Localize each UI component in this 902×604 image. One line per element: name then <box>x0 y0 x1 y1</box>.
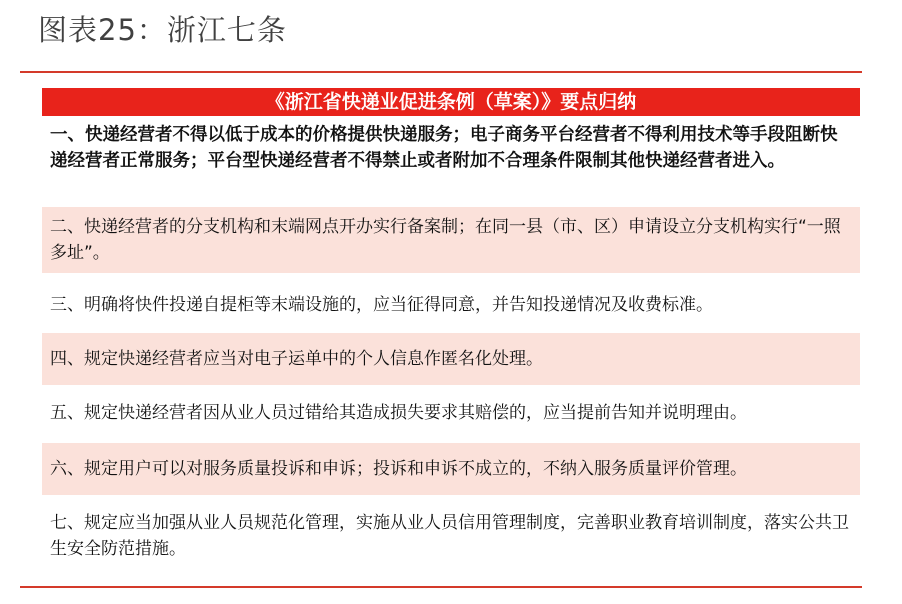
list-item-3: 三、明确将快件投递自提柜等末端设施的，应当征得同意，并告知投递情况及收费标准。 <box>50 295 713 315</box>
list-item-5: 五、规定快递经营者因从业人员过错给其造成损失要求其赔偿的，应当提前告知并说明理由。 <box>50 403 747 423</box>
list-item-1: 一、快递经营者不得以低于成本的价格提供快递服务；电子商务平台经营者不得利用技术等手段阻断快递经营者正常服务；平台型快递经营者不得禁止或者附加不合理条件限制其他快递经营者进入。 <box>50 125 838 171</box>
table-header: 《浙江省快递业促进条例（草案）》要点归纳 <box>42 88 860 116</box>
figure-title: 图表25：浙江七条 <box>38 13 287 47</box>
list-item-6: 六、规定用户可以对服务质量投诉和申诉；投诉和申诉不成立的，不纳入服务质量评价管理。 <box>42 443 860 495</box>
top-divider <box>20 71 862 73</box>
list-item-4: 四、规定快递经营者应当对电子运单中的个人信息作匿名化处理。 <box>42 333 860 385</box>
list-item-2: 二、快递经营者的分支机构和末端网点开办实行备案制；在同一县（市、区）申请设立分支机构实行“一照多址”。 <box>42 207 860 273</box>
list-item-7: 七、规定应当加强从业人员规范化管理，实施从业人员信用管理制度，完善职业教育培训制度，落实公共卫生安全防范措施。 <box>50 513 849 559</box>
bottom-divider <box>20 586 862 588</box>
